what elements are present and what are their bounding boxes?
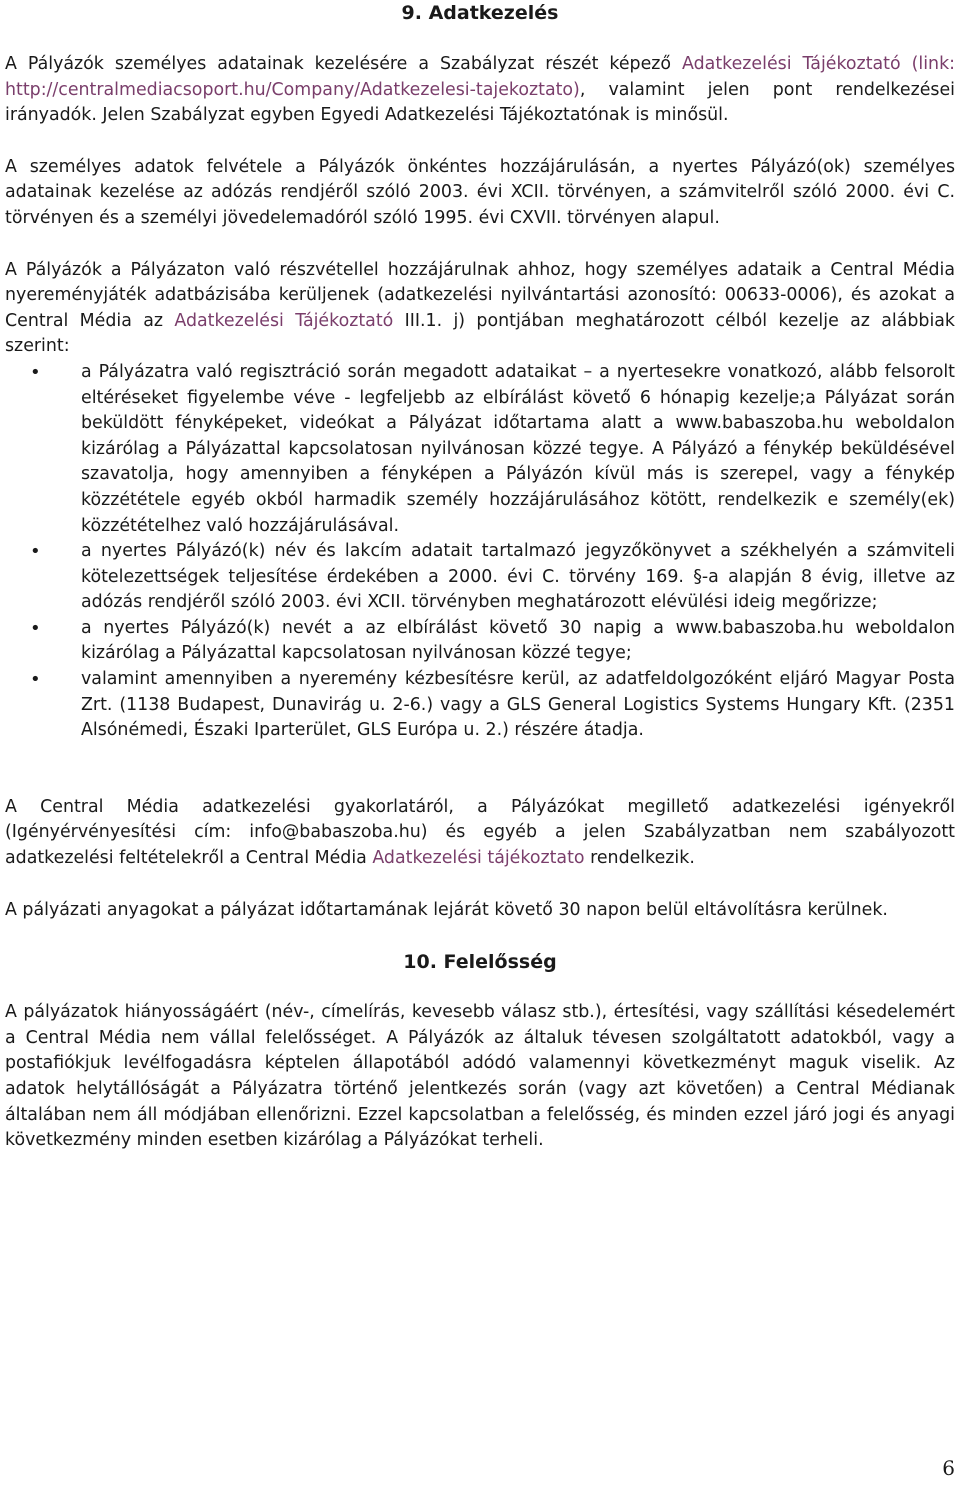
adatkezelesi-tajekoztato-link-3[interactable]: Adatkezelési tájékoztato bbox=[372, 848, 585, 869]
section-9-paragraph-2: A személyes adatok felvétele a Pályázók önkéntes hozzájárulásán, a nyertes Pályázó(ok) személyes adatainak kezelése az adózás rendjéről szóló 2003. évi XCII. törvényen, a számvitelről szóló 2000. évi C. törvényen és a személyi jövedelemadóról szóló 1995. évi CXVII. törvényen alapul. bbox=[5, 156, 955, 228]
section-9-paragraph-4: A Central Média adatkezelési gyakorlatáról, a Pályázókat megillető adatkezelési igényekről (Igényérvényesítési cím: info@babaszoba.hu) és egyéb a jelen Szabályzatban nem szabályozott adatkezelési feltételekről a Central Média Adatkezelési tájékoztato rendelkezik. bbox=[5, 796, 955, 869]
section-9-paragraph-3: A Pályázók a Pályázaton való részvétellel hozzájárulnak ahhoz, hogy személyes adataik a Central Média nyereményjáték adatbázisába kerüljenek (adatkezelési nyilvántartási azonosító: 00633-0006), és azokat a Central Média az Adatkezelési Tájékoztató III.1. j) pontjában meghatározott célból kezelje az alábbiak szerint: bbox=[5, 259, 956, 357]
list-item: • a nyertes Pályázó(k) nevét a az elbírálást követő 30 napig a www.babaszoba.hu weboldalon kizárólag a Pályázattal kapcsolatosan nyilvánosan közzé tegye; bbox=[5, 616, 955, 667]
section-9-paragraph-1: A Pályázók személyes adatainak kezelésére a Szabályzat részét képező Adatkezelési Tájékoztató (link: http://centralmediacsoport.hu/Company/Adatkezelesi-tajekoztato), valamint jelen pont rendelkezései irányadók. Jelen Szabályzat egyben Egyedi Adatkezelési Tájékoztatónak is minősül. bbox=[5, 54, 956, 126]
document-page bbox=[5, 0, 955, 1154]
adatkezelesi-tajekoztato-link-2[interactable]: Adatkezelési Tájékoztató bbox=[174, 310, 394, 331]
list-item: • valamint amennyiben a nyeremény kézbesítésre kerül, az adatfeldolgozóként eljáró Magyar Posta Zrt. (1138 Budapest, Dunavirág u. 2-6.) vagy a GLS General Logistics Systems Hungary Kft. (2351 Alsónémedi, Északi Iparterület, GLS Európa u. 2.) részére átadja. bbox=[5, 667, 955, 744]
section-10-paragraph-1: A pályázatok hiányosságáért (név-, címelírás, kevesebb válasz stb.), értesítési, vagy szállítási késedelemért a Central Média nem vállal felelősséget. A Pályázók az általuk tévesen szolgáltatott adatokból, vagy a postafiókjuk levélfogadásra képtelen állapotából adódó valamennyi következményt maguk viselik. Az adatok helytállóságát a Pályázatra történő jelentkezés során (vagy azt követően) a Central Médianak általában nem áll módjában ellenőrizni. Ezzel kapcsolatban a felelősség, és minden ezzel járó jogi és anyagi következmény minden esetben kizárólag a Pályázókat terheli. bbox=[5, 1002, 955, 1151]
section-9-paragraph-5: A pályázati anyagokat a pályázat időtartamának lejárát követő 30 napon belül eltávolításra kerülnek. bbox=[5, 899, 888, 920]
section-9-heading: 9. Adatkezelés bbox=[401, 2, 559, 24]
section-10-heading: 10. Felelősség bbox=[403, 951, 557, 974]
adatkezelesi-tajekoztato-link[interactable]: Adatkezelési Tájékoztató (link: http://centralmediacsoport.hu/Company/Adatkezelesi-tajekoztato) bbox=[5, 54, 956, 100]
data-handling-list bbox=[5, 360, 955, 744]
list-item: • a nyertes Pályázó(k) név és lakcím adatait tartalmazó jegyzőkönyvet a székhelyén a számviteli kötelezettségek teljesítése érdekében a 2000. évi C. törvény 169. §-a alapján 8 évig, illetve az adózás rendjéről szóló 2003. évi XCII. törvényben meghatározott elévülési ideig megőrizze; bbox=[5, 539, 955, 616]
page-number: 6 bbox=[942, 1456, 955, 1480]
list-item: • a Pályázatra való regisztráció során megadott adataikat – a nyertesekre vonatkozó, alább felsorolt eltéréseket figyelembe véve - legfeljebb az elbírálást követő 6 hónapig kezelje;a Pályázat során beküldött fényképeket, videókat a Pályázat időtartama alatt a www.babaszoba.hu weboldalon kizárólag a Pályázattal kapcsolatosan nyilvánosan közzé tegye. A Pályázó a fénykép beküldésével szavatolja, hogy amennyiben a fényképen a Pályázón kívül más is szerepel, vagy a fénykép közzététele egyéb okból harmadik személy hozzájárulásához kötött, rendelkezik e személy(ek) közzétételhez való hozzájárulásával. bbox=[5, 360, 955, 539]
